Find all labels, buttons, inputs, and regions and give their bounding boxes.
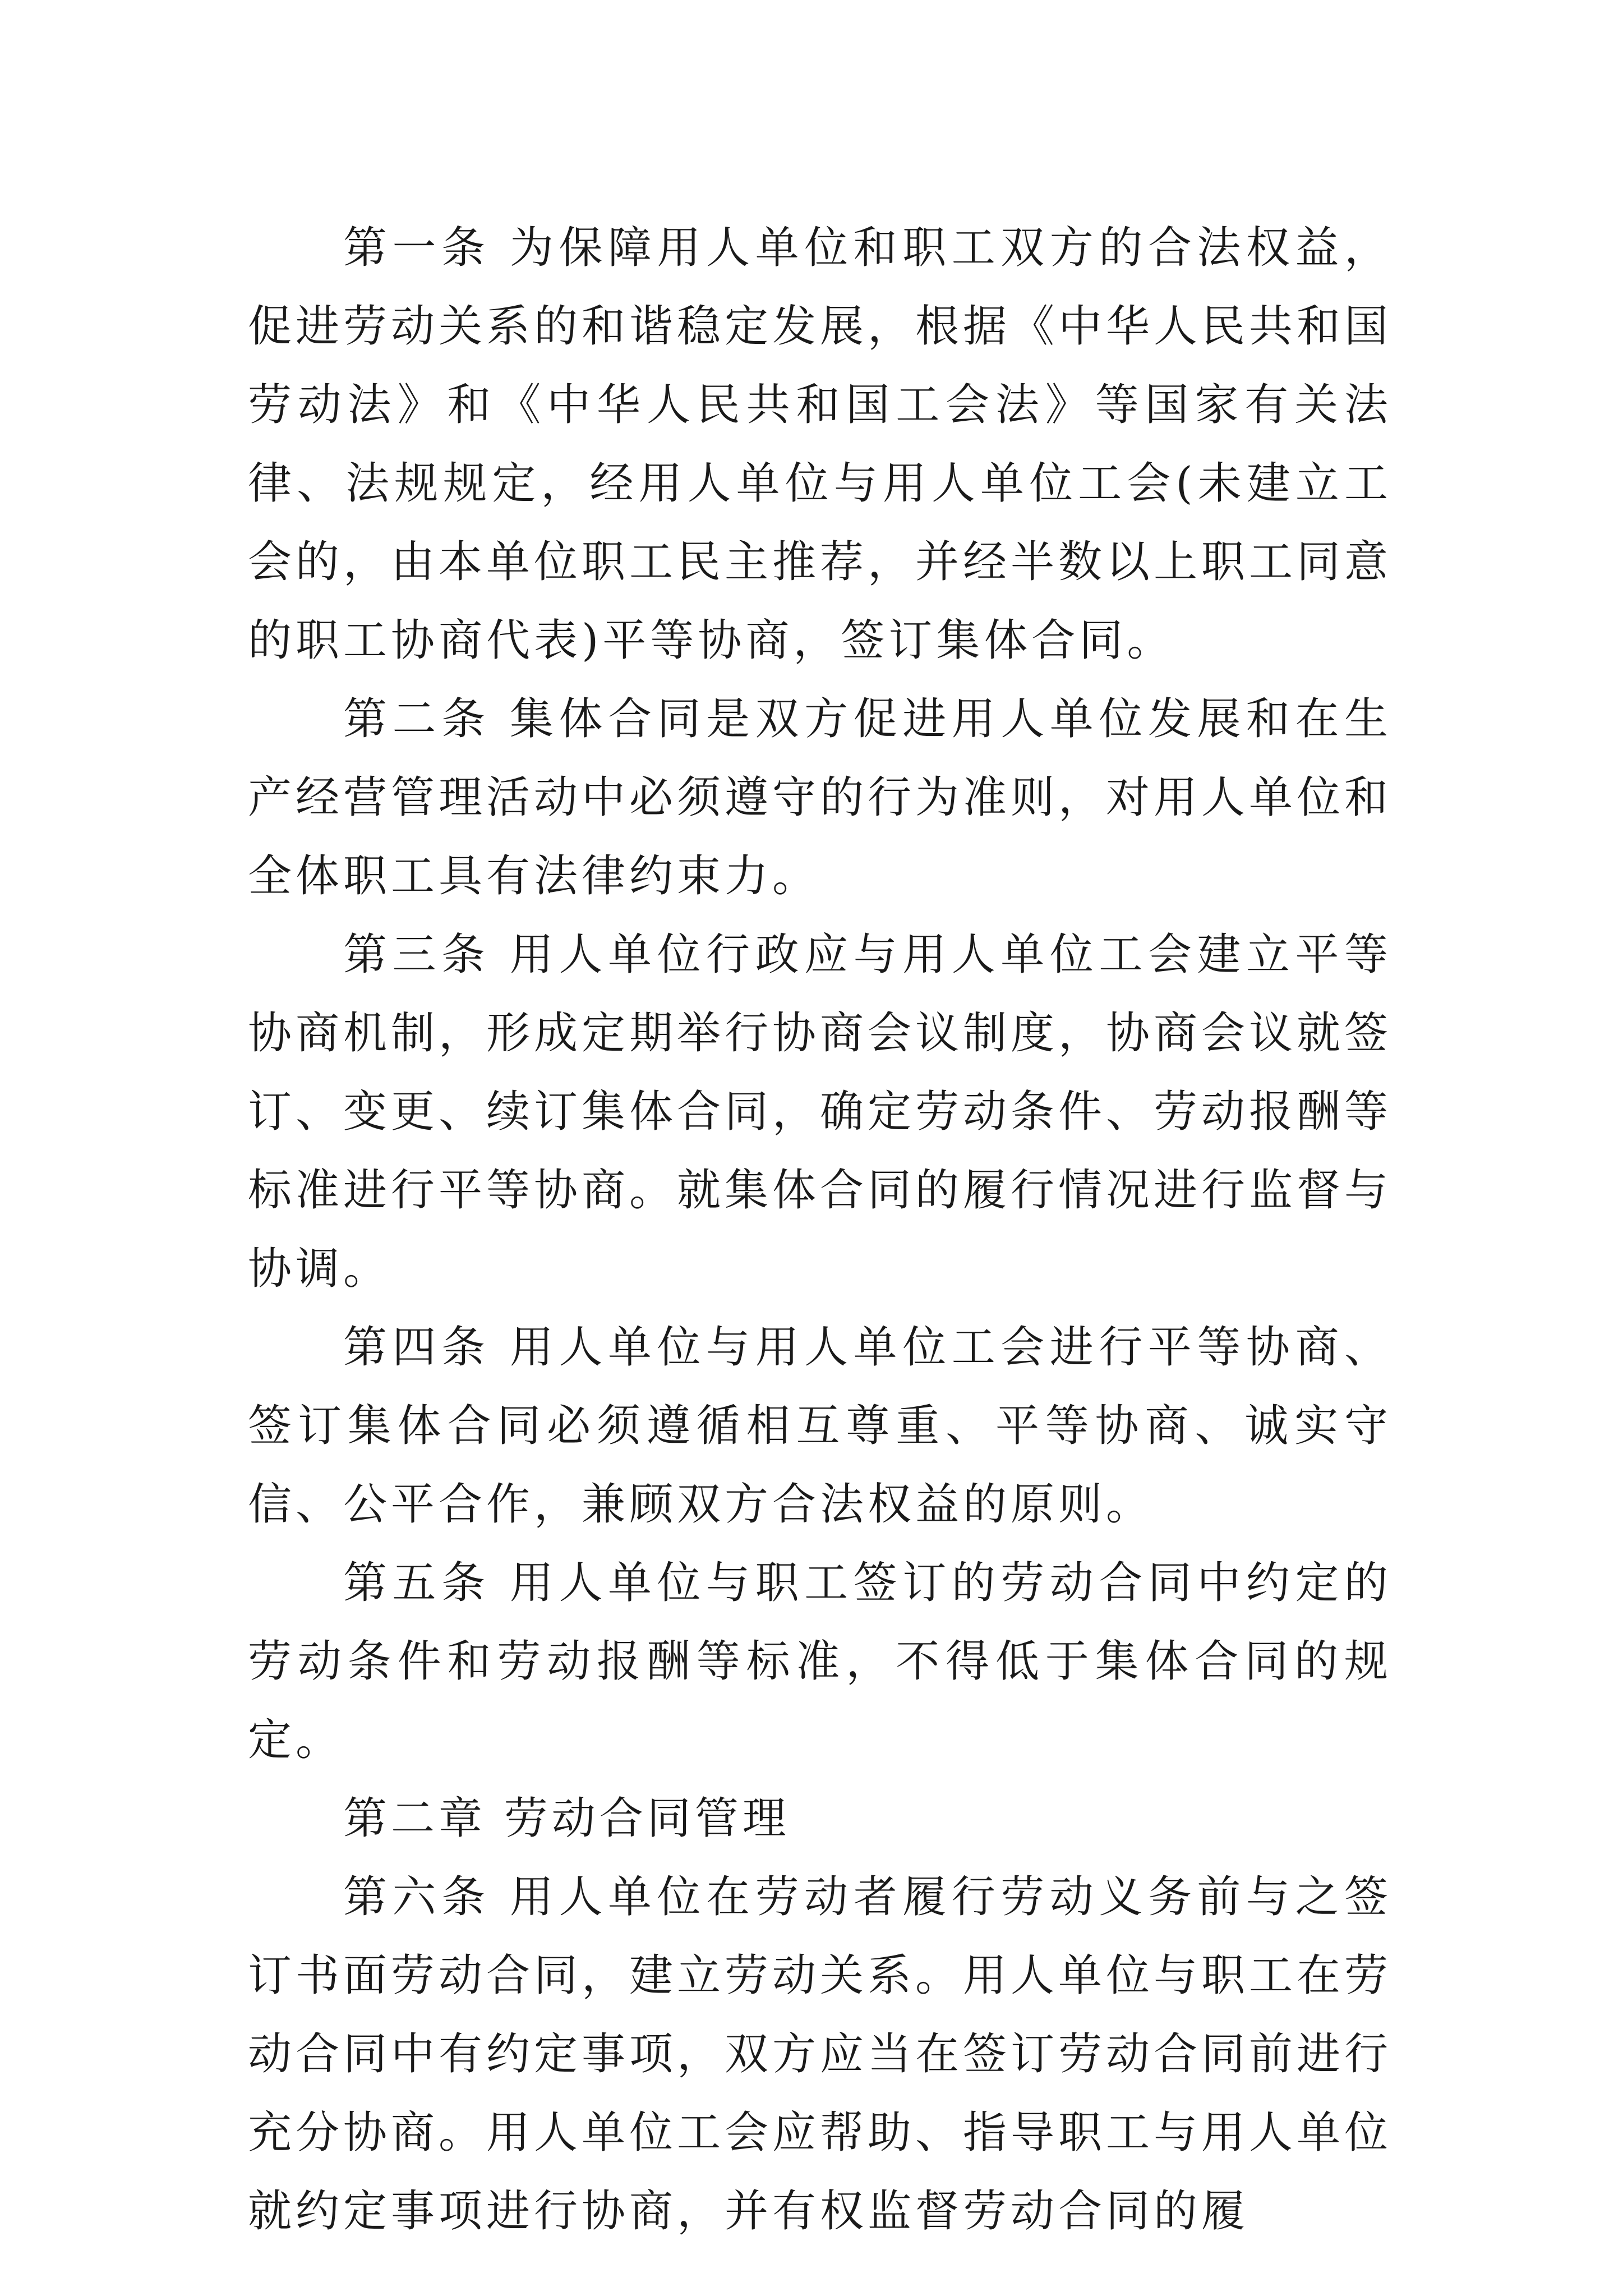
document-body — [248, 209, 1392, 2251]
article-2-paragraph: 第二条 集体合同是双方促进用人单位发展和在生产经营管理活动中必须遵守的行为准则，对用人单位和全体职工具有法律约束力。 — [248, 694, 1393, 901]
article-5-paragraph: 第五条 用人单位与职工签订的劳动合同中约定的劳动条件和劳动报酬等标准，不得低于集体合同的规定。 — [248, 1558, 1392, 1765]
article-6-paragraph: 第六条 用人单位在劳动者履行劳动义务前与之签订书面劳动合同，建立劳动关系。用人单位与职工在劳动合同中有约定事项，双方应当在签订劳动合同前进行充分协商。用人单位工会应帮助、指导职工与用人单位就约定事项进行协商，并有权监督劳动合同的履 — [248, 1872, 1393, 2237]
article-1-paragraph: 第一条 为保障用人单位和职工双方的合法权益，促进劳动关系的和谐稳定发展，根据《中华人民共和国劳动法》和《中华人民共和国工会法》等国家有关法律、法规规定，经用人单位与用人单位工会(未建立工会的，由本单位职工民主推荐，并经半数以上职工同意的职工协商代表)平等协商，签订集体合同。 — [248, 223, 1393, 666]
chapter-2-heading: 第二章 劳动合同管理 — [343, 1793, 790, 1844]
article-4-paragraph: 第四条 用人单位与用人单位工会进行平等协商、签订集体合同必须遵循相互尊重、平等协商、诚实守信、公平合作，兼顾双方合法权益的原则。 — [248, 1322, 1392, 1530]
article-3-paragraph: 第三条 用人单位行政应与用人单位工会建立平等协商机制，形成定期举行协商会议制度，协商会议就签订、变更、续订集体合同，确定劳动条件、劳动报酬等标准进行平等协商。就集体合同的履行情况进行监督与协调。 — [248, 930, 1393, 1294]
